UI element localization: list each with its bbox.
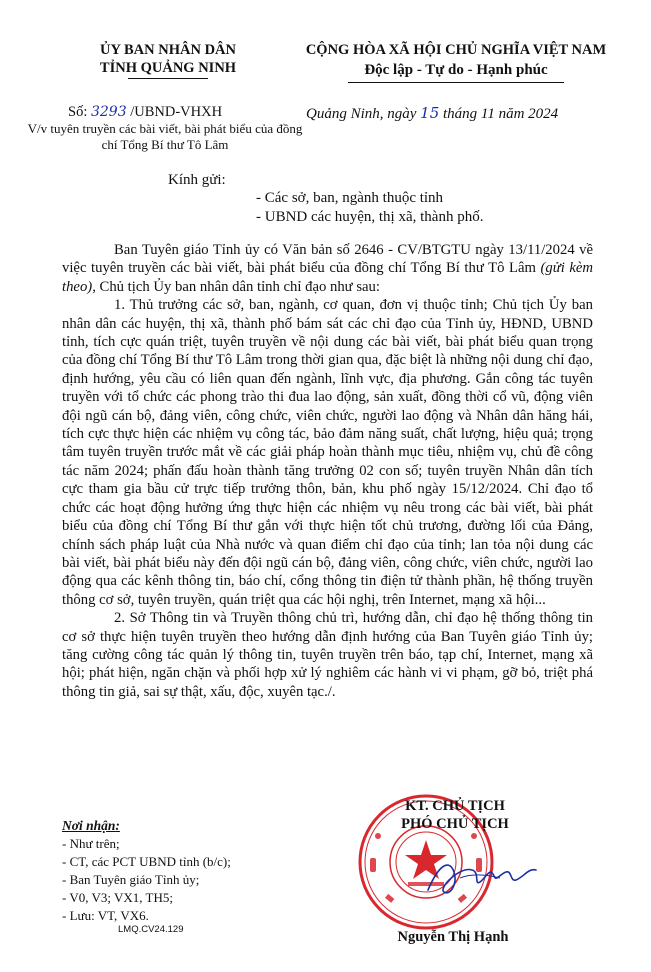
document-body — [62, 241, 593, 701]
date-prefix: Quảng Ninh, ngày — [306, 106, 421, 122]
document-number — [68, 104, 222, 121]
noi-nhan-item: - CT, các PCT UBND tỉnh (b/c); — [62, 854, 231, 869]
intro-text: Ban Tuyên giáo Tỉnh ủy có Văn bản số 2646 - CV/BTGTU ngày 13/11/2024 về việc tuyên truyền các bài viết, bài phát biểu của đồng chí Tổng Bí thư Tô Lâm — [62, 242, 593, 277]
noi-nhan-item: - Như trên; — [62, 836, 120, 851]
body-paragraph-intro — [62, 241, 593, 296]
issuing-org-line2: TỈNH QUẢNG NINH — [99, 60, 237, 76]
national-motto: Độc lập - Tự do - Hạnh phúc — [364, 62, 548, 78]
date-day-handwritten: 15 — [420, 104, 440, 122]
file-code: LMQ.CV24.129 — [118, 924, 184, 935]
noi-nhan-title-text: Nơi nhận — [62, 818, 116, 833]
body-paragraph-1: 1. Thủ trưởng các sở, ban, ngành, cơ quan, đơn vị thuộc tỉnh; Chủ tịch Ủy ban nhân dân các huyện, thị xã, thành phố bám sát các chỉ đạo của Tỉnh ủy, HĐND, UBND tỉnh, tích cực quán triệt, tuyên truyền về nội dung các bài viết, bài phát biểu quan trọng của đồng chí Tổng Bí thư Tô Lâm trong thời gian qua, đặc biệt là những nội dung chỉ đạo, định hướng, yêu cầu có liên quan đến ngành, lĩnh vực, địa phương. Gắn công tác tuyên truyền với tổ chức các phong trào thi đua lao động, sản xuất, đồng thời cổ vũ, động viên đội ngũ cán bộ, đảng viên, công chức, viên chức, người lao động và Nhân dân hăng hái, tích cực thực hiện các nhiệm vụ công tác, bảo đảm năng suất, chất lượng, hiệu quả; trọng tâm tuyên truyền trước mắt về các giải pháp hoàn thành mục tiêu, nhiệm vụ, chủ đề công tác năm 2024; phấn đấu hoàn thành tăng trưởng 02 con số; tuyên truyền Nhân dân tích cực tham gia bầu cử trực tiếp trưởng thôn, bản, khu phố ngày 15/12/2024. Chỉ đạo tổ chức các hoạt động hưởng ứng thực hiện các nhiệm vụ nêu trong các bài viết, bài phát biểu của đồng chí Tổng Bí thư gắn với thực hiện tốt chủ trương, đường lối của Đảng, chính sách pháp luật của Nhà nước và quan điểm chỉ đạo của tỉnh; lan tỏa nội dung các bài viết, bài phát biểu này đến đội ngũ cán bộ, đảng viên, công chức, viên chức, người lao động qua các kênh thông tin, báo chí, cổng thông tin điện tử thành phần, hệ thống truyền thông cơ sở, tuyên truyền, quán triệt qua các hội nghị, trên Internet, mạng xã hội... — [62, 297, 593, 608]
recipient-item: - UBND các huyện, thị xã, thành phố. — [256, 209, 484, 225]
signer-name: Nguyễn Thị Hạnh — [397, 929, 509, 945]
recipient-item: - Các sở, ban, ngành thuộc tỉnh — [256, 190, 444, 206]
document-date — [306, 104, 558, 123]
national-title: CỘNG HÒA XÃ HỘI CHỦ NGHĨA VIỆT NAM — [305, 42, 607, 58]
doc-number-handwritten: 3293 — [90, 104, 127, 120]
handwritten-signature-icon — [420, 852, 540, 902]
noi-nhan-item: - Ban Tuyên giáo Tỉnh ủy; — [62, 872, 200, 887]
motto-divider — [348, 82, 564, 83]
signer-authority: KT. CHỦ TỊCH — [405, 798, 505, 814]
body-paragraph-2: 2. Sở Thông tin và Truyền thông chủ trì, hướng dẫn, chỉ đạo hệ thống thông tin cơ sở thực hiện tuyên truyền theo hướng dẫn định hướng của Ban Tuyên giáo Tỉnh ủy; tăng cường công tác quản lý thông tin, tuyên truyền trên báo, tạp chí, Internet, mạng xã hội; phát hiện, ngăn chặn và phối hợp xử lý nghiêm các hành vi vi phạm, gỡ bỏ, triệt phá thông tin giả, sai sự thật, xấu, độc, xuyên tạc./. — [62, 610, 593, 700]
intro-italic: (gửi kèm theo) — [62, 260, 593, 295]
signer-title: PHÓ CHỦ TỊCH — [401, 816, 509, 832]
noi-nhan-title: Nơi nhận: — [62, 818, 120, 833]
doc-number-suffix: /UBND-VHXH — [126, 104, 223, 120]
noi-nhan-item: - Lưu: VT, VX6. — [62, 908, 149, 923]
noi-nhan-item: - V0, V3; VX1, TH5; — [62, 890, 173, 905]
recipients-label: Kính gửi: — [168, 172, 226, 188]
issuing-org-line1: ỦY BAN NHÂN DÂN — [99, 42, 236, 58]
doc-number-prefix: Số: — [68, 104, 91, 120]
date-suffix: tháng 11 năm 2024 — [439, 106, 559, 122]
org-divider — [128, 78, 208, 79]
intro-text-end: , Chủ tịch Ủy ban nhân dân tỉnh chỉ đạo như sau: — [92, 278, 380, 295]
document-subject: V/v tuyên truyền các bài viết, bài phát biểu của đồng chí Tổng Bí thư Tô Lâm — [27, 121, 303, 152]
